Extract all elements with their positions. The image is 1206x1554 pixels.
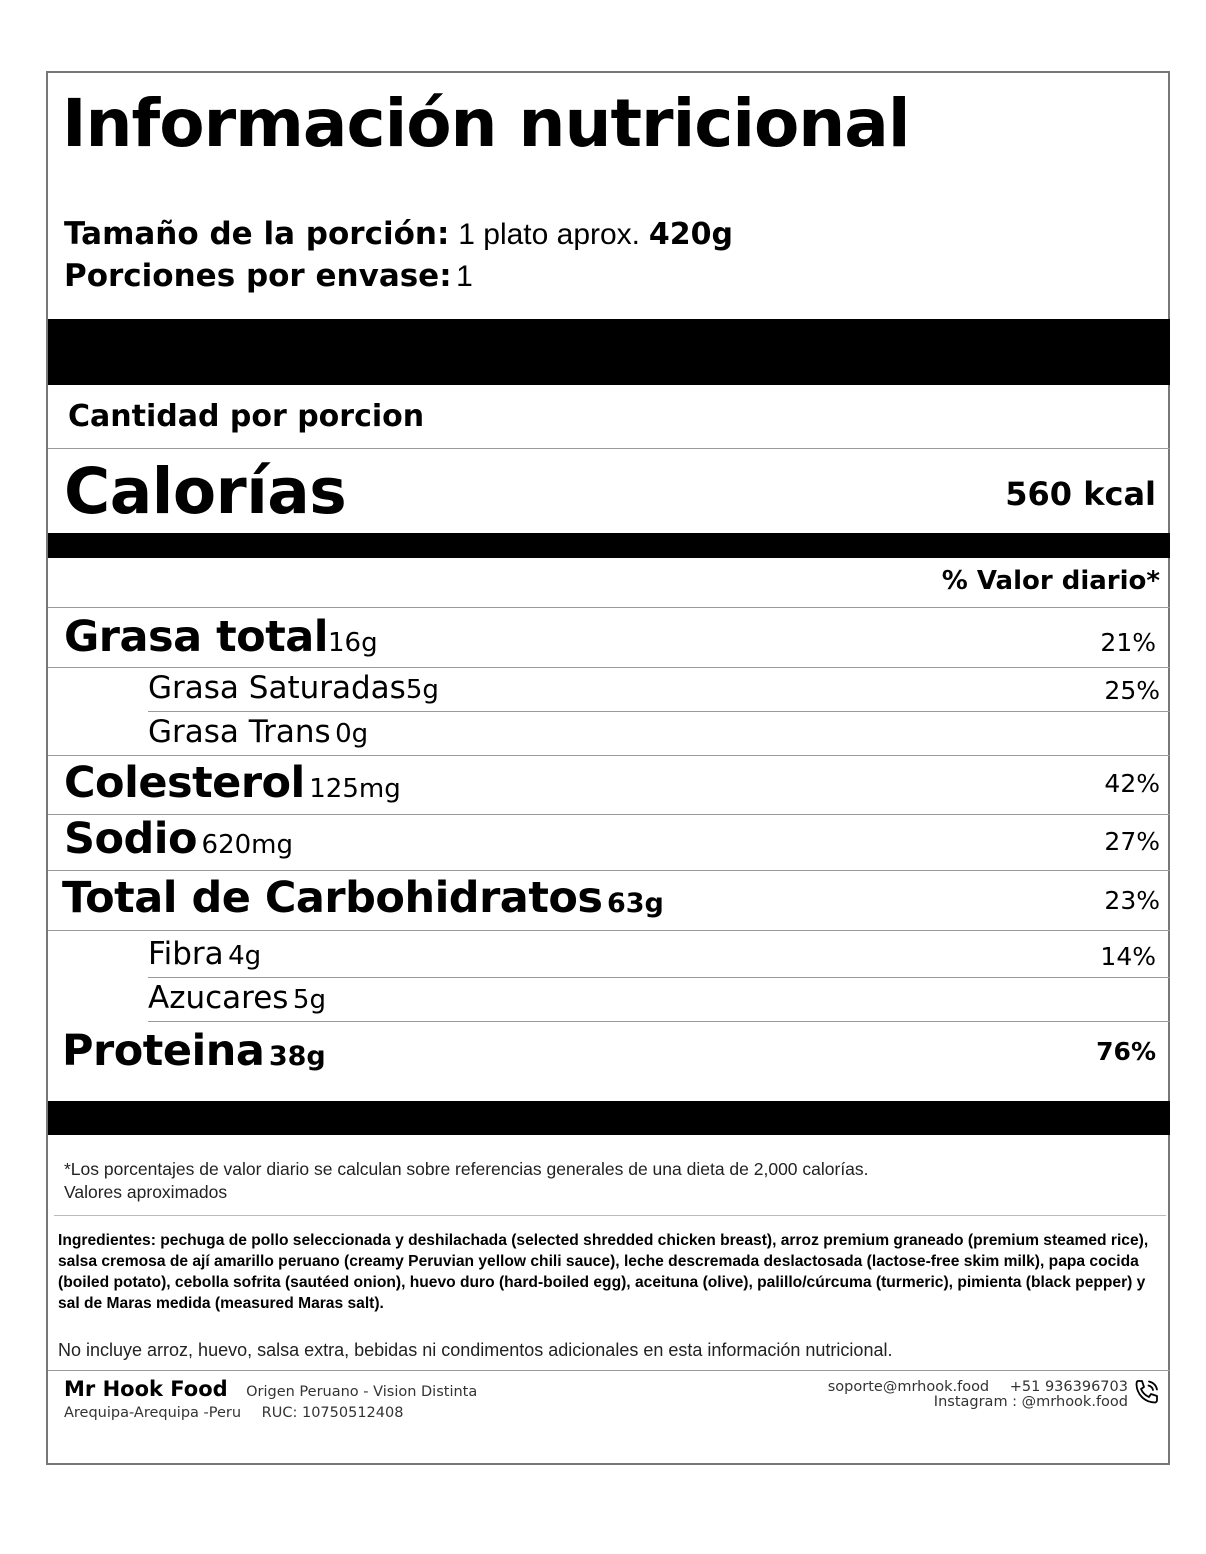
cholesterol-amount: 125mg [309,774,401,804]
sodium-dv: 27% [1104,827,1160,856]
instagram-handle[interactable]: Instagram : @mrhook.food [933,1394,1128,1410]
carbs-label: Total de Carbohidratos [62,873,603,923]
thick-divider [48,1101,1170,1135]
protein-dv: 76% [1096,1037,1156,1066]
trans-fat-label: Grasa Trans [148,714,331,750]
sugars-amount: 5g [292,985,326,1015]
disclaimer-text: No incluye arroz, huevo, salsa extra, bebidas ni condimentos adicionales en esta información nutricional. [58,1340,893,1360]
footer-brand-line [64,1377,477,1401]
divider [48,1370,1170,1371]
saturated-fat-label: Grasa Saturadas [148,670,406,706]
carbs-dv: 23% [1104,886,1160,915]
location-text: Arequipa-Arequipa -Peru [64,1405,242,1421]
nutrient-cholesterol [64,758,401,808]
divider [148,711,1170,712]
footnote-line-1: *Los porcentajes de valor diario se calculan sobre referencias generales de una dieta de 2,000 calorías. [64,1159,869,1179]
support-email[interactable]: soporte@mrhook.food [827,1379,990,1395]
saturated-fat-dv: 25% [1104,676,1160,705]
footnote-line-2: Valores aproximados [64,1182,228,1202]
divider [148,1021,1170,1022]
nutrient-total-fat [64,612,378,662]
nutrient-carbohydrates [62,873,664,923]
carbs-amount: 63g [606,888,664,919]
brand-name: Mr Hook Food [64,1377,228,1401]
cholesterol-dv: 42% [1104,769,1160,798]
divider [48,667,1170,668]
divider [148,977,1170,978]
nutrient-fiber [148,936,261,972]
saturated-fat-amount: 5g [405,675,439,705]
divider [48,607,1170,608]
footer-location-line [64,1405,403,1421]
fiber-label: Fibra [148,936,224,972]
serving-size-grams: 420g [648,217,734,252]
servings-per-container-value: 1 [456,260,473,293]
protein-amount: 38g [268,1041,326,1072]
sodium-amount: 620mg [201,830,293,860]
nutrient-sugars [148,980,326,1016]
total-fat-amount: 16g [328,628,378,658]
trans-fat-amount: 0g [335,719,369,749]
divider [48,755,1170,756]
cholesterol-label: Colesterol [64,758,305,808]
protein-label: Proteina [62,1026,265,1076]
ingredients-text: Ingredientes: pechuga de pollo seleccionada y deshilachada (selected shredded chicken breast), arroz premium graneado (premium steamed rice), salsa cremosa de ají amarillo peruano (creamy Peruvian yellow chili sauce), leche descremada deslactosada (lactose-free skim milk), papa cocida (boiled potato), cebolla sofrita (sautéed onion), huevo duro (hard-boiled egg), aceituna (olive), palillo/cúrcuma (turmeric), pimienta (black pepper) y sal de Maras medida (measured Maras salt). [58,1232,1149,1312]
ruc-text: RUC: 10750512408 [261,1405,404,1421]
fiber-dv: 14% [1100,942,1156,971]
amount-per-serving: Cantidad por porcion [68,399,425,434]
phone-number[interactable]: +51 936396703 [1009,1379,1128,1395]
serving-size [64,215,733,252]
medium-divider [48,533,1170,558]
sodium-label: Sodio [64,814,198,864]
sugars-label: Azucares [148,980,289,1016]
servings-per-container [64,258,473,294]
daily-value-header: % Valor diario* [941,566,1160,596]
nutrient-sodium [64,814,293,864]
serving-size-value: 1 plato aprox. [458,218,641,251]
brand-tagline: Origen Peruano - Vision Distinta [246,1384,478,1400]
nutrient-saturated-fat [148,670,439,706]
nutrient-trans-fat [148,714,368,750]
calories-value: 560 kcal [1005,475,1156,513]
calories-label: Calorías [64,455,347,528]
thick-divider [48,319,1170,385]
divider [48,448,1170,449]
footer-contact [828,1379,1128,1410]
phone-icon [1132,1377,1162,1407]
serving-size-label: Tamaño de la porción: [64,216,450,252]
divider [54,1215,1166,1216]
servings-per-container-label: Porciones por envase: [64,258,452,294]
page-title: Información nutricional [62,85,910,162]
divider [48,930,1170,931]
nutrition-label [46,71,1170,1465]
nutrient-protein [62,1026,326,1076]
fiber-amount: 4g [228,941,262,971]
divider [48,870,1170,871]
total-fat-dv: 21% [1100,628,1156,657]
total-fat-label: Grasa total [64,612,329,662]
